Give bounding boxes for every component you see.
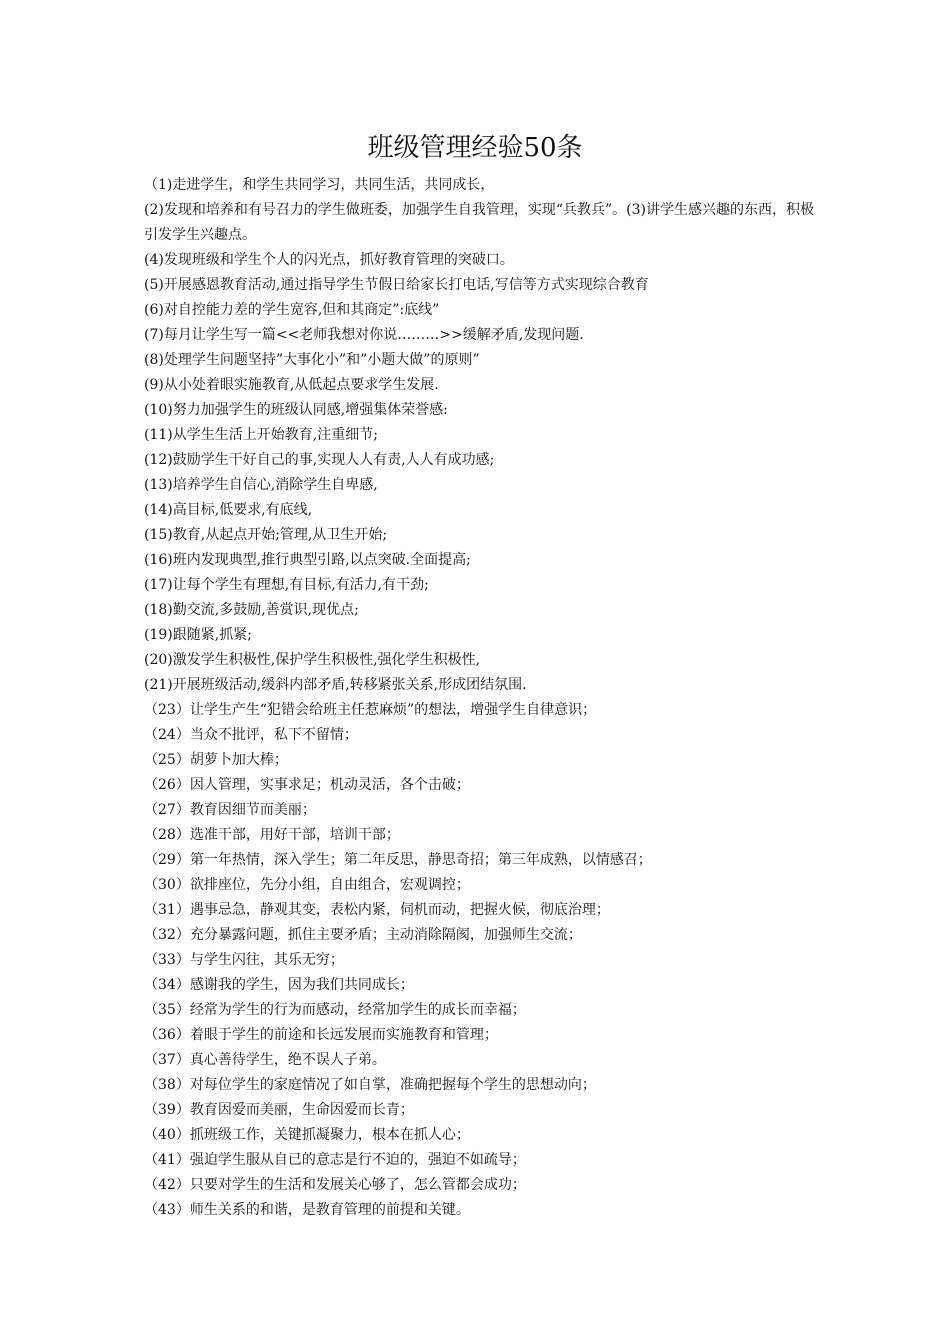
list-item: （37）真心善待学生，绝不误人子弟。 xyxy=(144,1052,386,1068)
list-item: （30）欲排座位，先分小组，自由组合，宏观调控； xyxy=(144,877,470,893)
list-item: （26）因人管理，实事求足；机动灵活，各个击破； xyxy=(144,777,470,793)
list-item: （38）对每位学生的家庭情况了如自掌，准确把握每个学生的思想动向； xyxy=(144,1077,596,1093)
list-item: (10)努力加强学生的班级认同感,增强集体荣誉感: xyxy=(144,402,448,418)
list-item: （42）只要对学生的生活和发展关心够了，怎么管都会成功； xyxy=(144,1177,526,1193)
list-item: （25）胡萝卜加大棒； xyxy=(144,752,288,768)
list-item: (6)对自控能力差的学生宽容,但和其商定”:底线” xyxy=(144,302,440,318)
list-item: (11)从学生生活上开始教育,注重细节; xyxy=(144,427,378,443)
list-item: (15)教育,从起点开始;管理,从卫生开始; xyxy=(144,527,388,543)
list-item: (21)开展班级活动,缓斜内部矛盾,转移紧张关系,形成团结氛围. xyxy=(144,677,527,693)
list-item: （39）教育因爱而美丽，生命因爱而长青； xyxy=(144,1102,414,1118)
list-item: (4)发现班级和学生个人的闪光点，抓好教育管理的突破口。 xyxy=(144,252,514,268)
list-item: (20)激发学生积极性,保护学生积极性,强化学生积极性, xyxy=(144,652,481,668)
list-item: (14)高目标,低要求,有底线, xyxy=(144,502,313,518)
list-item: （1)走进学生，和学生共同学习，共同生活，共同成长， xyxy=(144,177,495,193)
list-item: (12)鼓励学生干好自己的事,实现人人有责,人人有成功感; xyxy=(144,452,495,468)
list-item: （27）教育因细节而美丽； xyxy=(144,802,316,818)
list-item: (19)跟随紧,抓紧; xyxy=(144,627,252,643)
list-item: (5)开展感恩教育活动,通过指导学生节假日给家长打电话,写信等方式实现综合教育 xyxy=(144,277,649,293)
document-body xyxy=(144,173,816,1223)
list-item: （23）让学生产生“犯错会给班主任惹麻烦”的想法，增强学生自律意识； xyxy=(144,702,597,718)
list-item: （43）师生关系的和谐，是教育管理的前提和关键。 xyxy=(144,1202,470,1218)
list-item: (13)培养学生自信心,消除学生自卑感, xyxy=(144,477,378,493)
list-item: （31）遇事忌急，静观其变，表松内紧，伺机而动，把握火候，彻底治理； xyxy=(144,902,610,918)
list-item: (16)班内发现典型,推行典型引路,以点突破.全面提高; xyxy=(144,552,471,568)
list-item: (7)每月让学生写一篇<<老师我想对你说………>>缓解矛盾,发现问题. xyxy=(144,327,584,343)
list-item: （35）经常为学生的行为而感动，经常加学生的成长而幸福； xyxy=(144,1002,526,1018)
list-item: （41）强迫学生服从自已的意志是行不迫的，强迫不如疏导； xyxy=(144,1152,526,1168)
list-item: （36）着眼于学生的前途和长远发展而实施教育和管理； xyxy=(144,1027,498,1043)
list-item: （28）选准干部，用好干部，培训干部； xyxy=(144,827,400,843)
list-item: （29）第一年热情，深入学生；第二年反思，静思奇招；第三年成熟，以情感召； xyxy=(144,852,652,868)
list-item: （24）当众不批评，私下不留情； xyxy=(144,727,358,743)
list-item: (9)从小处着眼实施教育,从低起点要求学生发展. xyxy=(144,377,439,393)
list-item: （32）充分暴露问题，抓住主要矛盾；主动消除隔阂，加强师生交流； xyxy=(144,927,582,943)
list-item: (18)勤交流,多鼓励,善赏识,现优点; xyxy=(144,602,359,618)
list-item: (17)让每个学生有理想,有目标,有活力,有干劲; xyxy=(144,577,429,593)
list-item: (8)处理学生问题坚持”大事化小”和”小题大做”的原则” xyxy=(144,352,480,368)
list-item: （33）与学生闪往，其乐无穷； xyxy=(144,952,344,968)
document-title: 班级管理经验50条 xyxy=(367,133,583,163)
list-item: （40）抓班级工作，关键抓凝聚力，根本在抓人心； xyxy=(144,1127,470,1143)
list-item: （34）感谢我的学生，因为我们共同成长； xyxy=(144,977,414,993)
list-item: (2)发现和培养和有号召力的学生做班委，加强学生自我管理，实现“兵教兵”。(3)讲学生感兴趣的东西，积极引发学生兴趣点。 xyxy=(144,202,814,243)
